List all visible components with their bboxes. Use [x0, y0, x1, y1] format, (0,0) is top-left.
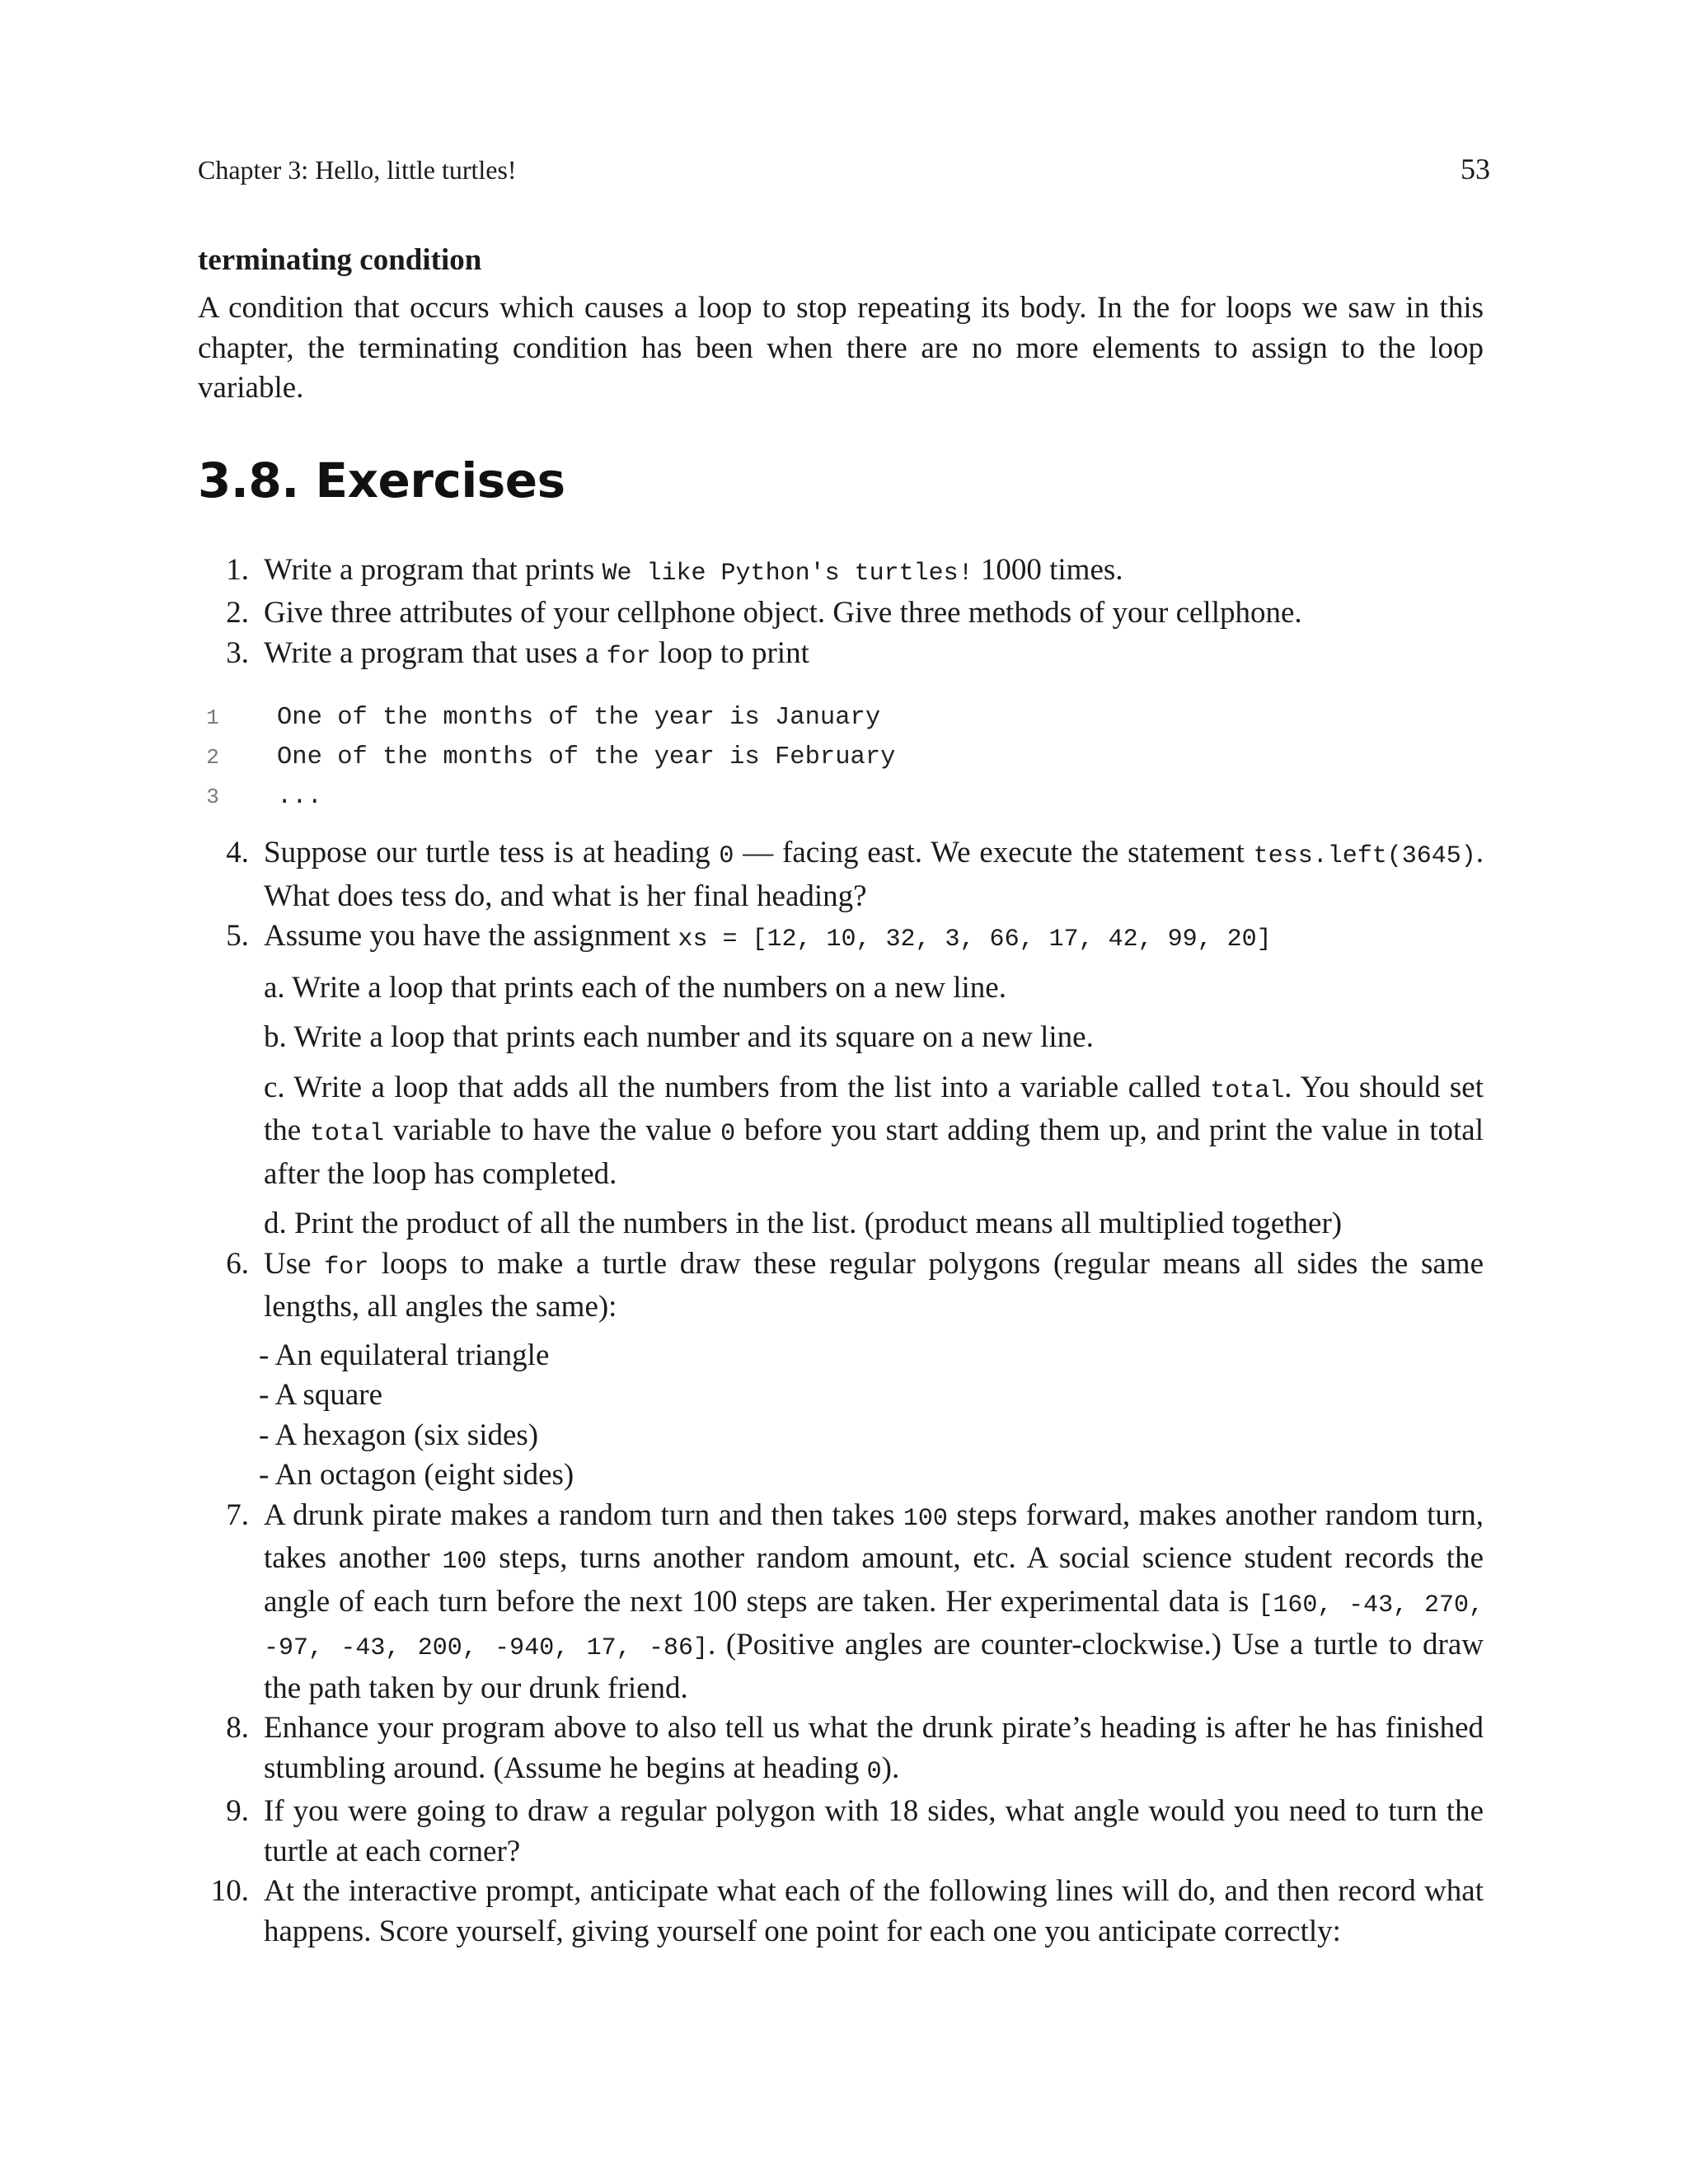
- inline-code: total: [1210, 1076, 1285, 1105]
- code-line: [198, 777, 1484, 817]
- exercise-number: 8.: [226, 1711, 249, 1745]
- exercise-text: Give three attributes of your cellphone object. Give three methods of your cellphone.: [264, 596, 1302, 630]
- exercise-2: [198, 593, 1484, 634]
- exercise-list: [198, 551, 1484, 1952]
- exercise-number: 4.: [226, 836, 249, 869]
- glossary-definition: A condition that occurs which causes a loop to stop repeating its body. In the for loops we saw in this chapter, the terminating condition has been when there are no more elements to assign to the loop variable.: [198, 291, 1484, 405]
- exercise-text: A drunk pirate makes a random turn and then takes: [264, 1497, 903, 1532]
- exercise-text: At the interactive prompt, anticipate what each of the following lines will do, and then record what happens. Score yourself, giving yourself one point for each one you anticipate correctly:: [264, 1874, 1484, 1948]
- exercise-number: 3.: [226, 635, 249, 670]
- exercise-text: steps, turns another random amount, etc. A social science student records the angle of each turn before the next 100 steps are taken. Her experimental data is: [264, 1541, 1484, 1619]
- code-text: ...: [277, 783, 322, 811]
- exercise-9: [198, 1792, 1484, 1872]
- exercise-text: — facing east. We execute the statement: [734, 836, 1254, 869]
- subexercise-b: b. Write a loop that prints each number and its square on a new line.: [264, 1020, 1094, 1054]
- exercise-1: [198, 551, 1484, 594]
- chapter-title: Chapter 3: Hello, little turtles!: [198, 155, 517, 185]
- line-number: 1: [206, 705, 219, 730]
- exercise-3: [198, 634, 1484, 677]
- polygon-item: - A hexagon (six sides): [259, 1418, 539, 1452]
- exercise-number: 2.: [226, 596, 249, 630]
- code-block: [198, 698, 1484, 817]
- inline-code: [160, -43, 270, -97, -43, 200, -940, 17, -86]: [264, 1591, 1484, 1662]
- subexercise-d: d. Print the product of all the numbers in the list. (product means all multiplied together): [264, 1207, 1343, 1240]
- exercise-text: 1000 times.: [973, 552, 1123, 587]
- code-text: One of the months of the year is January: [277, 704, 881, 732]
- glossary-term: terminating condition: [198, 243, 482, 277]
- polygon-item: - A square: [259, 1378, 383, 1412]
- subexercise-text: before you start adding them up, and print the value in total after the loop has completed.: [264, 1113, 1484, 1191]
- line-number: 3: [206, 785, 219, 809]
- code-line: [198, 738, 1484, 777]
- exercise-text: . (Positive angles are counter-clockwise.) Use a turtle to draw the path taken by our drunk friend.: [264, 1628, 1484, 1705]
- polygon-item: - An equilateral triangle: [259, 1338, 550, 1372]
- subexercise-text: . You should set the: [264, 1070, 1484, 1147]
- exercise-8: [198, 1708, 1484, 1792]
- inline-code: total: [310, 1120, 385, 1148]
- exercise-text: Suppose our turtle tess is at heading: [264, 836, 720, 869]
- exercise-text: . What does tess do, and what is her final heading?: [264, 836, 1484, 913]
- code-line: [198, 698, 1484, 738]
- inline-code: 0: [719, 842, 734, 870]
- subexercise-c: [198, 1068, 1484, 1195]
- exercise-number: 10.: [210, 1874, 249, 1908]
- exercise-10: [198, 1872, 1484, 1952]
- exercise-6: [198, 1244, 1484, 1328]
- exercise-text: Write a program that uses a: [264, 635, 607, 670]
- inline-code: 100: [903, 1504, 948, 1533]
- exercise-number: 5.: [226, 919, 249, 953]
- polygon-list: [198, 1336, 1484, 1496]
- exercise-text: Write a program that prints: [264, 552, 603, 587]
- exercise-4: [198, 833, 1484, 916]
- inline-code: for: [324, 1253, 369, 1282]
- exercise-number: 9.: [226, 1794, 249, 1828]
- line-number: 2: [206, 745, 219, 770]
- exercise-text: loop to print: [650, 635, 809, 670]
- exercise-number: 7.: [226, 1497, 249, 1532]
- exercise-text: Use: [264, 1246, 325, 1281]
- exercise-5: [198, 916, 1484, 960]
- exercise-7: [198, 1496, 1484, 1709]
- inline-code: tess.left(3645): [1253, 842, 1476, 870]
- inline-code: 0: [720, 1120, 736, 1148]
- section-heading: 3.8. Exercises: [198, 452, 565, 509]
- subexercise-text: c. Write a loop that adds all the numbers from the list into a variable called: [264, 1070, 1211, 1104]
- running-header: [198, 152, 1490, 196]
- subexercise-text: variable to have the value: [384, 1113, 721, 1147]
- code-text: One of the months of the year is February: [277, 743, 896, 771]
- exercise-number: 1.: [226, 552, 249, 587]
- exercise-text: steps forward, makes another random turn, takes another: [264, 1497, 1484, 1575]
- page-content: [198, 237, 1484, 1952]
- exercise-text: loops to make a turtle draw these regular polygons (regular means all sides the same lengths, all angles the same):: [264, 1246, 1484, 1324]
- polygon-item: - An octagon (eight sides): [259, 1458, 574, 1492]
- page-number: 53: [1461, 152, 1490, 185]
- exercise-number: 6.: [226, 1246, 249, 1281]
- inline-code: We like Python's turtles!: [602, 559, 973, 588]
- exercise-text: Assume you have the assignment: [264, 919, 678, 953]
- subexercise-a: a. Write a loop that prints each of the numbers on a new line.: [264, 970, 1006, 1005]
- inline-code: xs = [12, 10, 32, 3, 66, 17, 42, 99, 20]: [678, 926, 1272, 954]
- exercise-text: If you were going to draw a regular polygon with 18 sides, what angle would you need to turn the turtle at each corner?: [264, 1794, 1484, 1868]
- exercise-text: ).: [881, 1750, 900, 1785]
- inline-code: 100: [442, 1548, 487, 1576]
- inline-code: for: [606, 642, 651, 671]
- inline-code: 0: [866, 1757, 882, 1786]
- exercise-text: Enhance your program above to also tell us what the drunk pirate’s heading is after he has finished stumbling around. (Assume he begins at heading: [264, 1711, 1484, 1785]
